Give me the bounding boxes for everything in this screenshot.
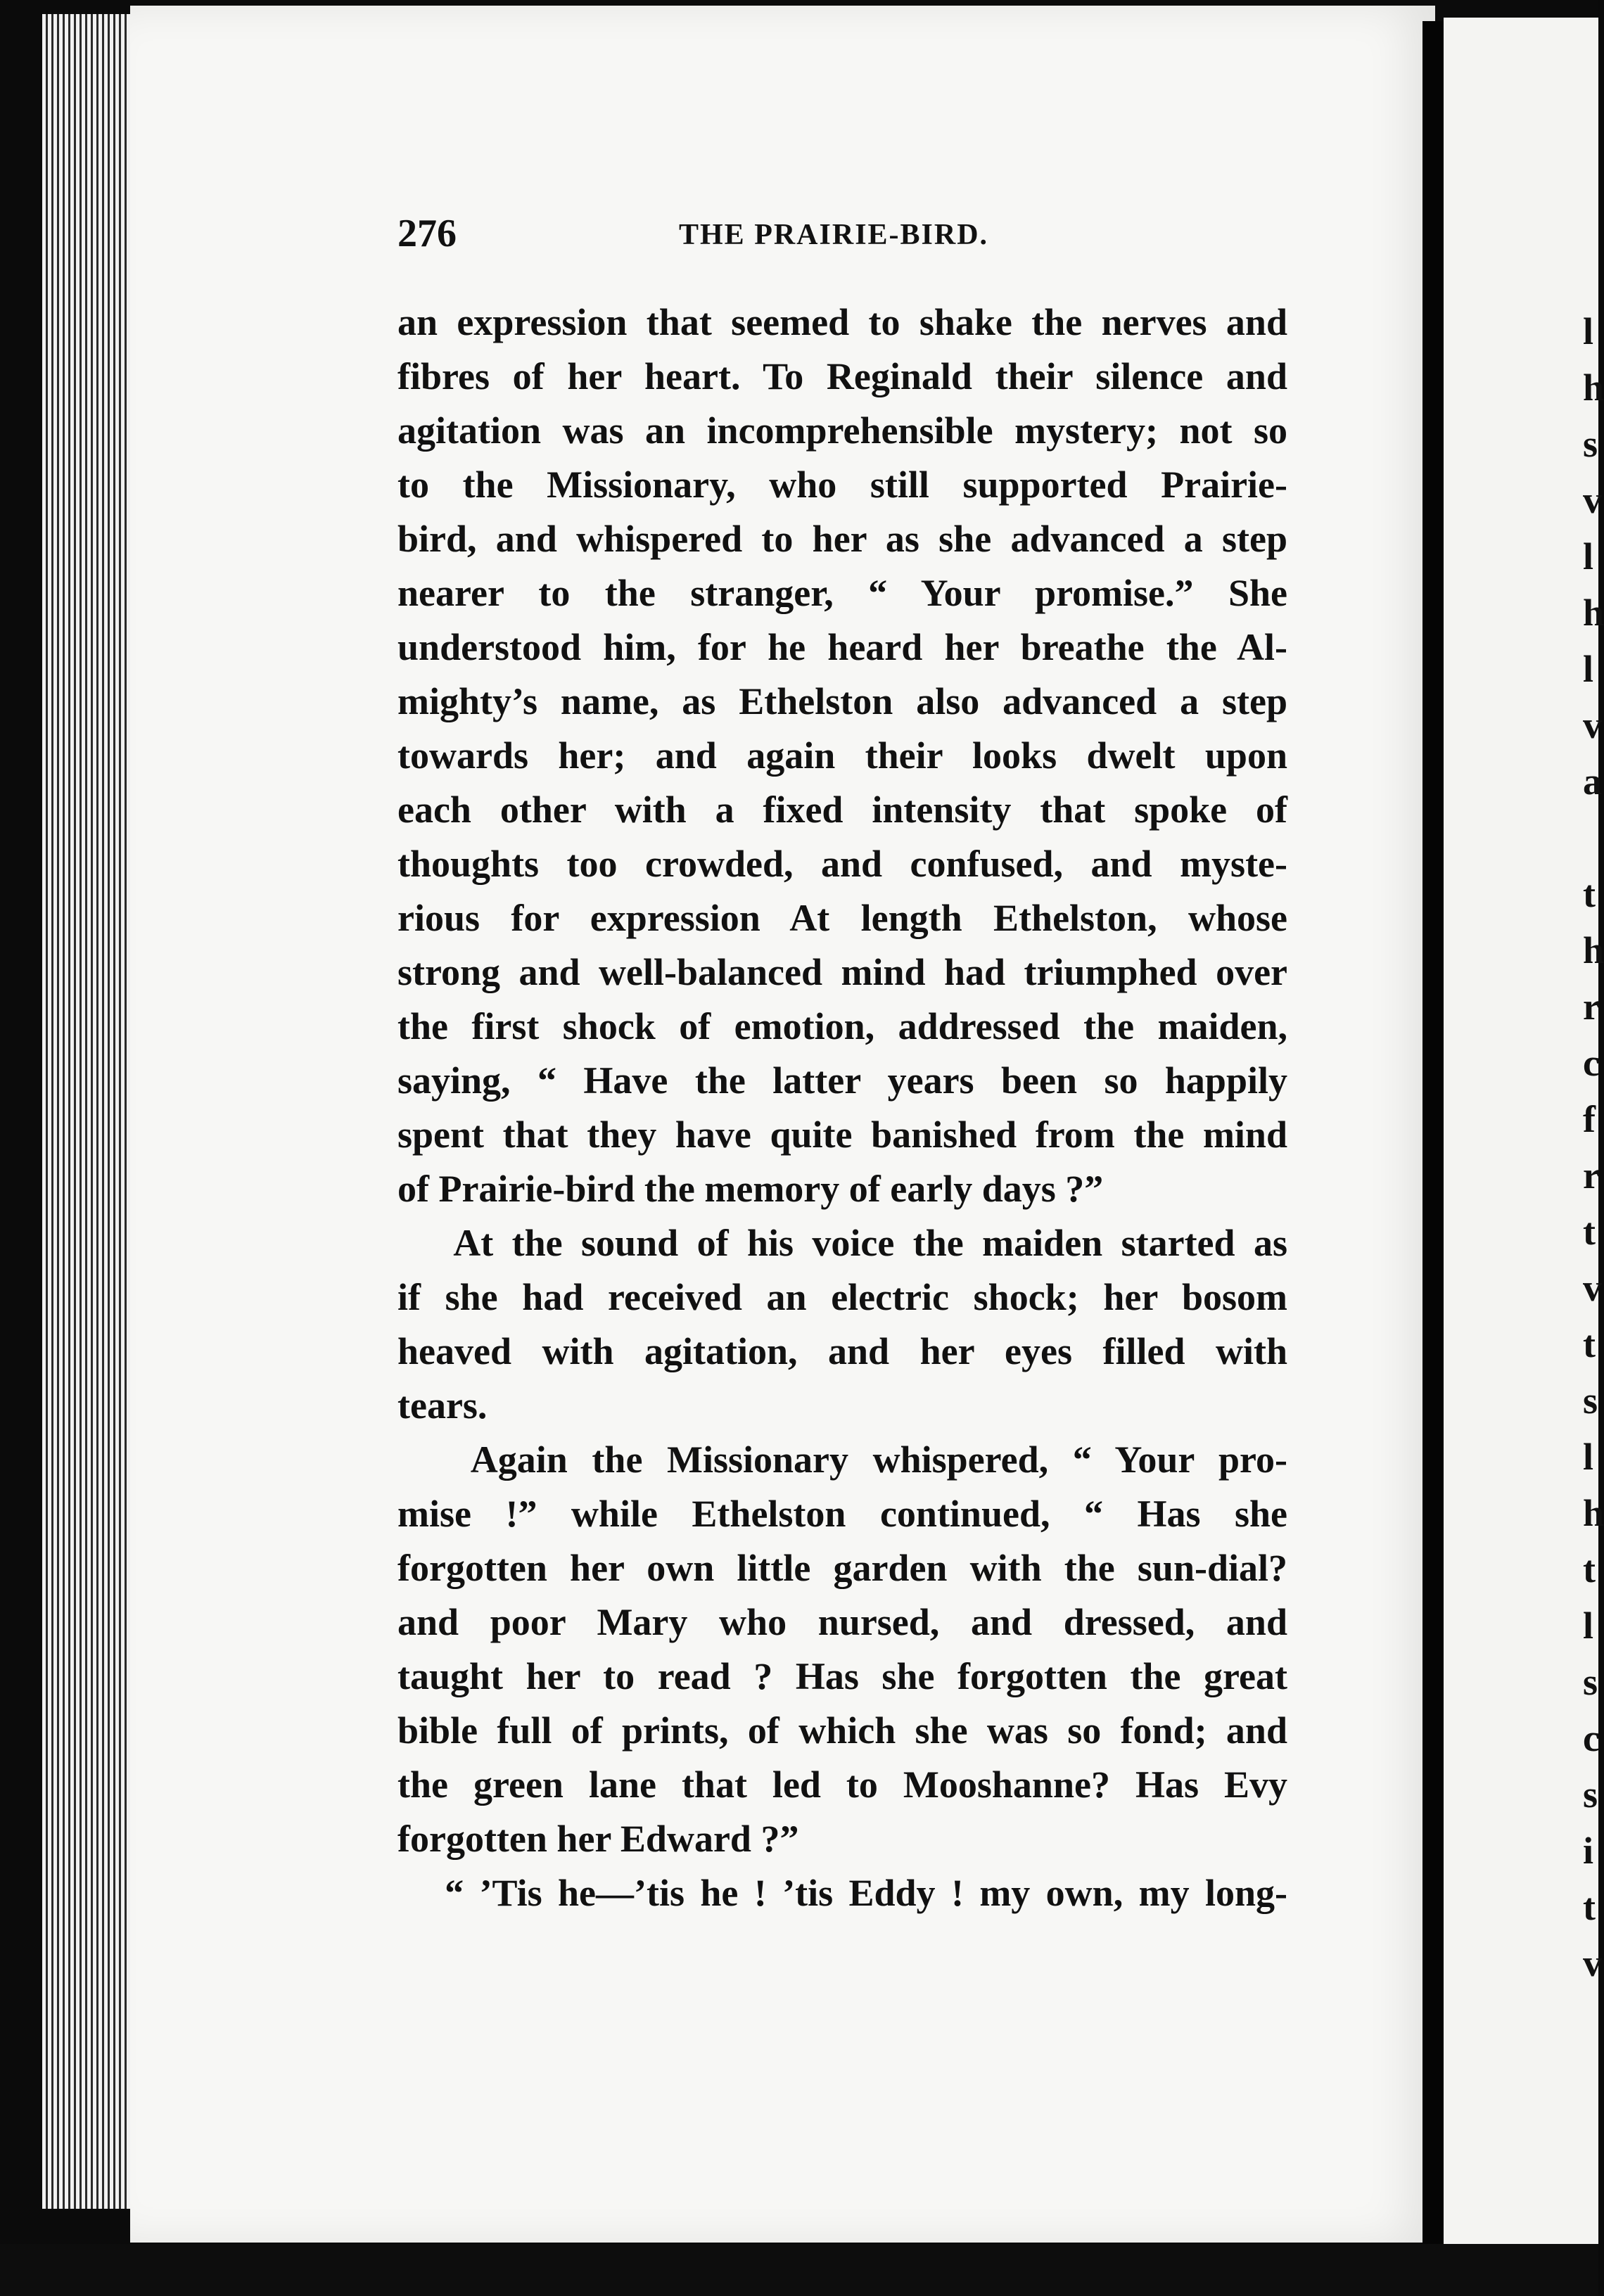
text-line: forgotten her Edward ?” — [397, 1818, 799, 1860]
right-page-fragment: t — [1583, 873, 1596, 915]
text-line: Again the Missionary whispered, “ Your pro- — [397, 1439, 1287, 1481]
right-page-fragment: r — [1583, 986, 1600, 1028]
text-line: At the sound of his voice the maiden started as — [397, 1222, 1287, 1264]
text-line: towards her; and again their looks dwelt upon — [397, 734, 1287, 777]
right-page-fragment: v — [1583, 479, 1602, 521]
text-line: agitation was an incomprehensible mystery; not so — [397, 409, 1287, 452]
text-line: tears. — [397, 1384, 488, 1427]
right-page-fragment: l — [1583, 310, 1594, 352]
right-page-fragment: s — [1583, 423, 1598, 465]
right-page-fragment: v — [1583, 1942, 1602, 1984]
text-line: of Prairie-bird the memory of early days ?” — [397, 1168, 1104, 1210]
book-gutter — [1422, 21, 1444, 2251]
right-page-fragment: h — [1583, 1492, 1604, 1534]
text-line: understood him, for he heard her breathe the Al- — [397, 626, 1287, 668]
right-page-fragment: i — [1583, 1830, 1594, 1872]
text-line: forgotten her own little garden with the sun-dial? — [397, 1547, 1287, 1589]
right-page-fragment: c — [1583, 1717, 1600, 1759]
right-page-fragment: f — [1583, 1098, 1596, 1140]
text-line: each other with a fixed intensity that spoke of — [397, 789, 1287, 831]
right-page-fragment: l — [1583, 1436, 1594, 1478]
text-line: the green lane that led to Mooshanne? Has Evy — [397, 1764, 1287, 1806]
text-line: to the Missionary, who still supported Prairie- — [397, 464, 1287, 506]
text-line: if she had received an electric shock; her bosom — [397, 1276, 1287, 1318]
text-line: “ ’Tis he—’tis he ! ’tis Eddy ! my own, my long- — [397, 1872, 1287, 1914]
text-line: rious for expression At length Ethelston, whose — [397, 897, 1287, 939]
right-page-fragment: s — [1583, 1379, 1598, 1422]
text-line: strong and well-balanced mind had triumphed over — [397, 951, 1287, 993]
page-header — [397, 211, 1291, 267]
text-line: taught her to read ? Has she forgotten the great — [397, 1655, 1287, 1697]
text-line: bird, and whispered to her as she advanced a step — [397, 518, 1287, 560]
right-page-fragment: t — [1583, 1886, 1596, 1928]
right-page-fragment: t — [1583, 1548, 1596, 1590]
page-edges — [42, 14, 134, 2209]
text-line: thoughts too crowded, and confused, and myste- — [397, 843, 1287, 885]
right-page-fragment: l — [1583, 1605, 1594, 1647]
text-line: fibres of her heart. To Reginald their silence and — [397, 355, 1287, 397]
right-page — [1444, 18, 1598, 2254]
text-line: nearer to the stranger, “ Your promise.” She — [397, 572, 1287, 614]
right-page-fragment: h — [1583, 929, 1604, 971]
text-line: an expression that seemed to shake the nerves and — [397, 301, 1287, 343]
page-number: 276 — [397, 212, 457, 255]
right-page-fragment: t — [1583, 1211, 1596, 1253]
text-line: and poor Mary who nursed, and dressed, and — [397, 1601, 1287, 1643]
scan-bottom-border — [0, 2244, 1598, 2296]
text-line: heaved with agitation, and her eyes filled with — [397, 1330, 1287, 1372]
running-title: THE PRAIRIE-BIRD. — [679, 219, 989, 251]
text-line: saying, “ Have the latter years been so happily — [397, 1059, 1287, 1102]
right-page-fragment: v — [1583, 704, 1602, 746]
text-line: spent that they have quite banished from the mind — [397, 1114, 1287, 1156]
body-text — [397, 295, 1287, 1920]
right-page-fragment: h — [1583, 366, 1604, 409]
text-line: bible full of prints, of which she was so fond; and — [397, 1709, 1287, 1752]
text-line: mighty’s name, as Ethelston also advanced a step — [397, 680, 1287, 722]
right-page-fragment: v — [1583, 1267, 1602, 1309]
right-page-fragment: r — [1583, 1154, 1600, 1197]
right-page-fragment: h — [1583, 592, 1604, 634]
right-page-fragment: t — [1583, 1323, 1596, 1365]
right-page-fragment: c — [1583, 1042, 1600, 1084]
right-page-fragment: l — [1583, 535, 1594, 578]
right-page-fragment: s — [1583, 1773, 1598, 1816]
right-page-fragment: s — [1583, 1661, 1598, 1703]
text-line: the first shock of emotion, addressed the maiden, — [397, 1005, 1287, 1047]
right-page-fragment: a — [1583, 760, 1602, 803]
right-page-fragment: l — [1583, 648, 1594, 690]
text-line: mise !” while Ethelston continued, “ Has she — [397, 1493, 1287, 1535]
